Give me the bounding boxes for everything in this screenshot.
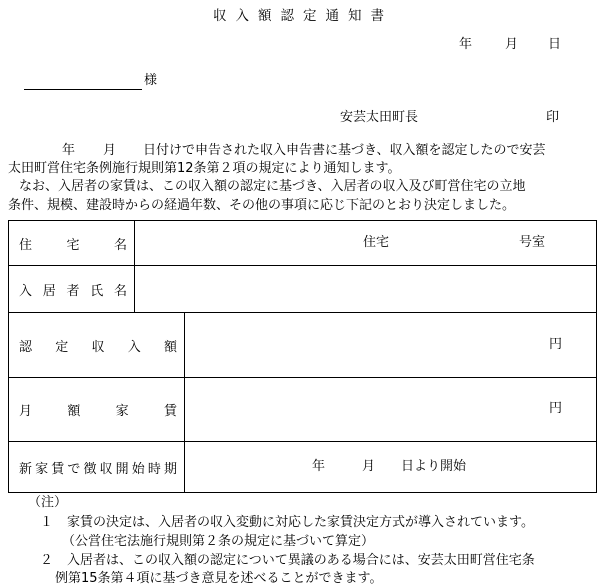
label-char: 時 [147,461,161,477]
label-char: 始 [131,461,145,477]
label-char: 収 [99,461,113,477]
row-monthly-rent [9,378,597,442]
rent-table [8,220,597,493]
rent-unit: 円 [549,401,563,416]
start-month: 月 [362,459,376,474]
label-text [9,280,134,299]
label-char: 宅 [66,237,80,253]
housing-suffix: 号室 [519,235,546,250]
label-char: 徴 [83,461,97,477]
label-char: 定 [55,339,69,355]
body-line-1: 日付けで申告された収入申告書に基づき、収入額を認定したので安芸 [143,143,546,158]
label-certified-income [9,313,185,378]
label-monthly-rent [9,378,185,442]
notes-heading: （注） [28,495,68,510]
issuer-seal: 印 [546,110,560,125]
label-char: 家 [115,404,129,419]
addressee-line [24,89,142,90]
issuer-name: 安芸太田町長 [340,110,419,125]
value-housing-name [135,221,597,266]
label-resident-name [9,266,135,313]
value-resident-name [135,266,597,313]
body-line-2: 太田町営住宅条例施行規則第12条第２項の規定により通知します。 [8,161,401,176]
label-char: 収 [91,339,105,355]
label-text [9,234,134,253]
note-1-sub: （公営住宅法施行規則第２条の規定に基づいて算定） [62,534,375,549]
value-certified-income [185,313,597,378]
date-year: 年 [459,37,473,52]
label-char: で [67,461,81,477]
label-char: 名 [113,283,127,299]
label-text [9,458,184,477]
value-collection-start [185,442,597,493]
body-month: 月 [103,143,117,158]
date-month: 月 [505,37,519,52]
label-char: 月 [19,404,33,419]
body-year: 年 [62,143,76,158]
label-char: 名 [113,237,127,253]
addressee-honorific: 様 [144,73,158,88]
label-char: 居 [42,283,56,299]
label-char: 家 [35,461,49,477]
label-housing-name [9,221,135,266]
note-1-text: 家賃の決定は、入居者の収入変動に対応した家賃決定方式が導入されています。 [67,515,534,530]
start-suffix: 日より開始 [401,459,467,474]
label-text [9,400,184,419]
row-certified-income [9,313,597,378]
income-unit: 円 [549,337,563,352]
document-title: 収入額認定通知書 [213,8,393,24]
note-1-number: １ [40,515,54,530]
label-char: 氏 [90,283,104,299]
note-2-text: 入居者は、この収入額の認定について異議のある場合には、安芸太田町営住宅条 [67,553,535,568]
label-text [9,336,184,355]
row-housing-name [9,221,597,266]
value-monthly-rent [185,378,597,442]
label-char: 新 [19,461,33,477]
label-char: 額 [67,404,81,419]
label-char: 賃 [163,404,177,419]
housing-prefix: 住宅 [363,235,390,250]
label-char: 者 [66,283,80,299]
label-char: 認 [19,339,33,355]
body-line-4: 条件、規模、建設時からの経過年数、その他の事項に応じ下記のとおり決定しました。 [8,198,516,213]
label-char: 賃 [51,461,65,477]
label-char: 開 [115,461,129,477]
note-2-number: ２ [40,553,54,568]
note-2-continued: 例第15条第４項に基づき意見を述べることができます。 [55,571,383,586]
label-char: 入 [19,283,33,299]
start-year: 年 [312,459,326,474]
row-resident-name [9,266,597,313]
label-char: 入 [127,339,141,355]
label-char: 期 [163,461,177,477]
date-day: 日 [548,37,562,52]
row-collection-start [9,442,597,493]
body-line-3: なお、入居者の家賃は、この収入額の認定に基づき、入居者の収入及び町営住宅の立地 [19,179,526,194]
label-collection-start [9,442,185,493]
label-char: 額 [163,339,177,355]
label-char: 住 [19,237,33,253]
